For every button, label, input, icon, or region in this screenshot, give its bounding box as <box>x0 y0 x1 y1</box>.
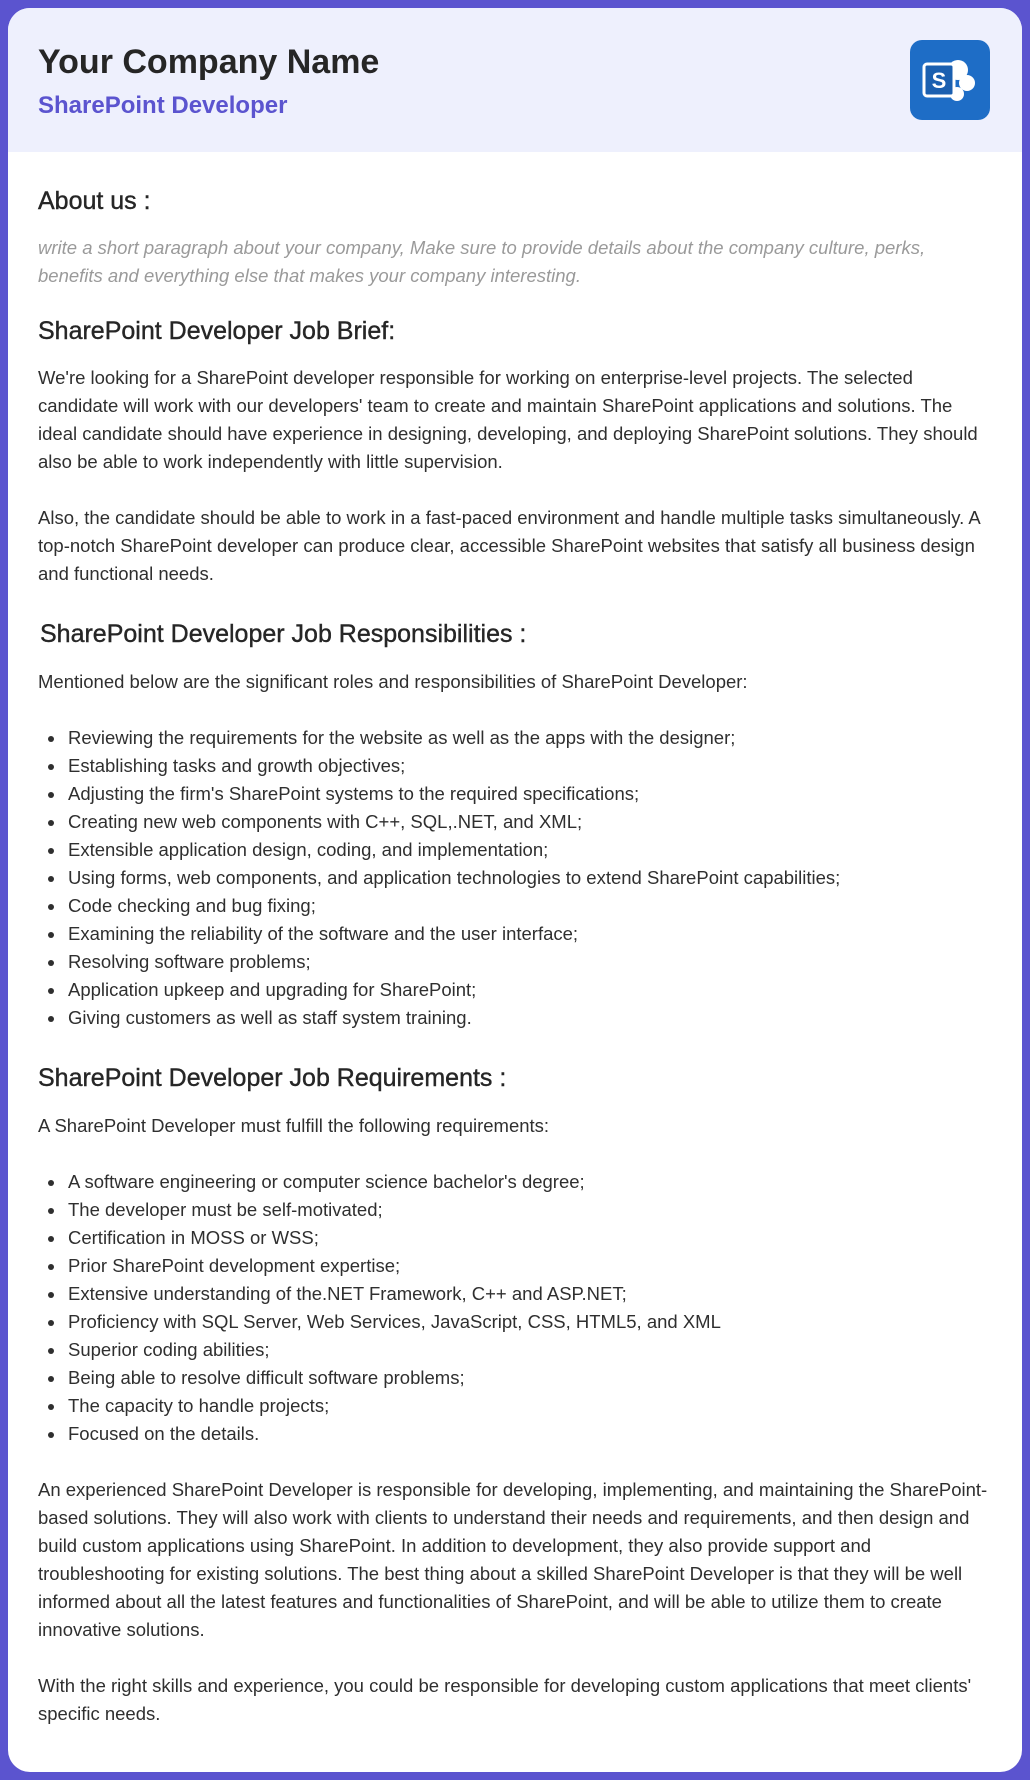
list-item: Establishing tasks and growth objectives; <box>68 752 992 780</box>
list-item: Giving customers as well as staff system training. <box>68 1004 992 1032</box>
list-item: Adjusting the firm's SharePoint systems to the required specifications; <box>68 780 992 808</box>
list-item: Code checking and bug fixing; <box>68 892 992 920</box>
brief-paragraph-1: We're looking for a SharePoint developer responsible for working on enterprise-level projects. The selected candidate will work with our developers' team to create and maintain SharePoint applications and solutions. The ideal candidate should have experience in designing, developing, and deploying SharePoint solutions. They should also be able to work independently with little supervision. <box>38 367 978 472</box>
list-item: Reviewing the requirements for the website as well as the apps with the designer; <box>68 724 992 752</box>
sharepoint-logo-icon <box>910 40 990 120</box>
list-item: Focused on the details. <box>68 1420 992 1448</box>
list-item: A software engineering or computer science bachelor's degree; <box>68 1168 992 1196</box>
content <box>8 185 1022 1728</box>
responsibilities-list <box>38 724 992 1032</box>
company-name: Your Company Name <box>38 43 380 81</box>
list-item: Using forms, web components, and application technologies to extend SharePoint capabilities; <box>68 864 992 892</box>
list-item: Proficiency with SQL Server, Web Services, JavaScript, CSS, HTML5, and XML <box>68 1308 992 1336</box>
brief-paragraph-2: Also, the candidate should be able to work in a fast-paced environment and handle multiple tasks simultaneously. A top-notch SharePoint developer can produce clear, accessible SharePoint websites that satisfy all business design and functional needs. <box>38 507 980 584</box>
brief-heading: SharePoint Developer Job Brief: <box>38 317 396 345</box>
list-item: Superior coding abilities; <box>68 1336 992 1364</box>
list-item: Creating new web components with C++, SQL,.NET, and XML; <box>68 808 992 836</box>
responsibilities-intro: Mentioned below are the significant roles and responsibilities of SharePoint Developer: <box>38 671 748 692</box>
list-item: Extensive understanding of the.NET Framework, C++ and ASP.NET; <box>68 1280 992 1308</box>
requirements-intro: A SharePoint Developer must fulfill the following requirements: <box>38 1115 550 1136</box>
responsibilities-heading: SharePoint Developer Job Responsibilities : <box>40 620 527 648</box>
list-item: Application upkeep and upgrading for SharePoint; <box>68 976 992 1004</box>
requirements-list <box>38 1168 992 1448</box>
job-description-card <box>8 8 1022 1772</box>
closing-paragraph-2: With the right skills and experience, you could be responsible for developing custom applications that meet clients' specific needs. <box>38 1675 972 1724</box>
header <box>8 8 1022 152</box>
closing-paragraph-1: An experienced SharePoint Developer is responsible for developing, implementing, and maintaining the SharePoint-based solutions. They will also work with clients to understand their needs and requirements, and then design and build custom applications using SharePoint. In addition to development, they also provide support and troubleshooting for existing solutions. The best thing about a skilled SharePoint Developer is that they will be well informed about all the latest features and functionalities of SharePoint, and will be able to utilize them to create innovative solutions. <box>38 1479 988 1640</box>
about-text: write a short paragraph about your company, Make sure to provide details about the company culture, perks, benefits and everything else that makes your company interesting. <box>38 237 926 286</box>
job-role-title: SharePoint Developer <box>38 92 288 119</box>
about-heading: About us : <box>38 187 151 215</box>
list-item: Certification in MOSS or WSS; <box>68 1224 992 1252</box>
list-item: Extensible application design, coding, and implementation; <box>68 836 992 864</box>
requirements-heading: SharePoint Developer Job Requirements : <box>38 1064 507 1092</box>
list-item: Resolving software problems; <box>68 948 992 976</box>
list-item: Being able to resolve difficult software problems; <box>68 1364 992 1392</box>
logo-letter: S <box>931 68 947 93</box>
list-item: The capacity to handle projects; <box>68 1392 992 1420</box>
list-item: Prior SharePoint development expertise; <box>68 1252 992 1280</box>
list-item: Examining the reliability of the software and the user interface; <box>68 920 992 948</box>
list-item: The developer must be self-motivated; <box>68 1196 992 1224</box>
